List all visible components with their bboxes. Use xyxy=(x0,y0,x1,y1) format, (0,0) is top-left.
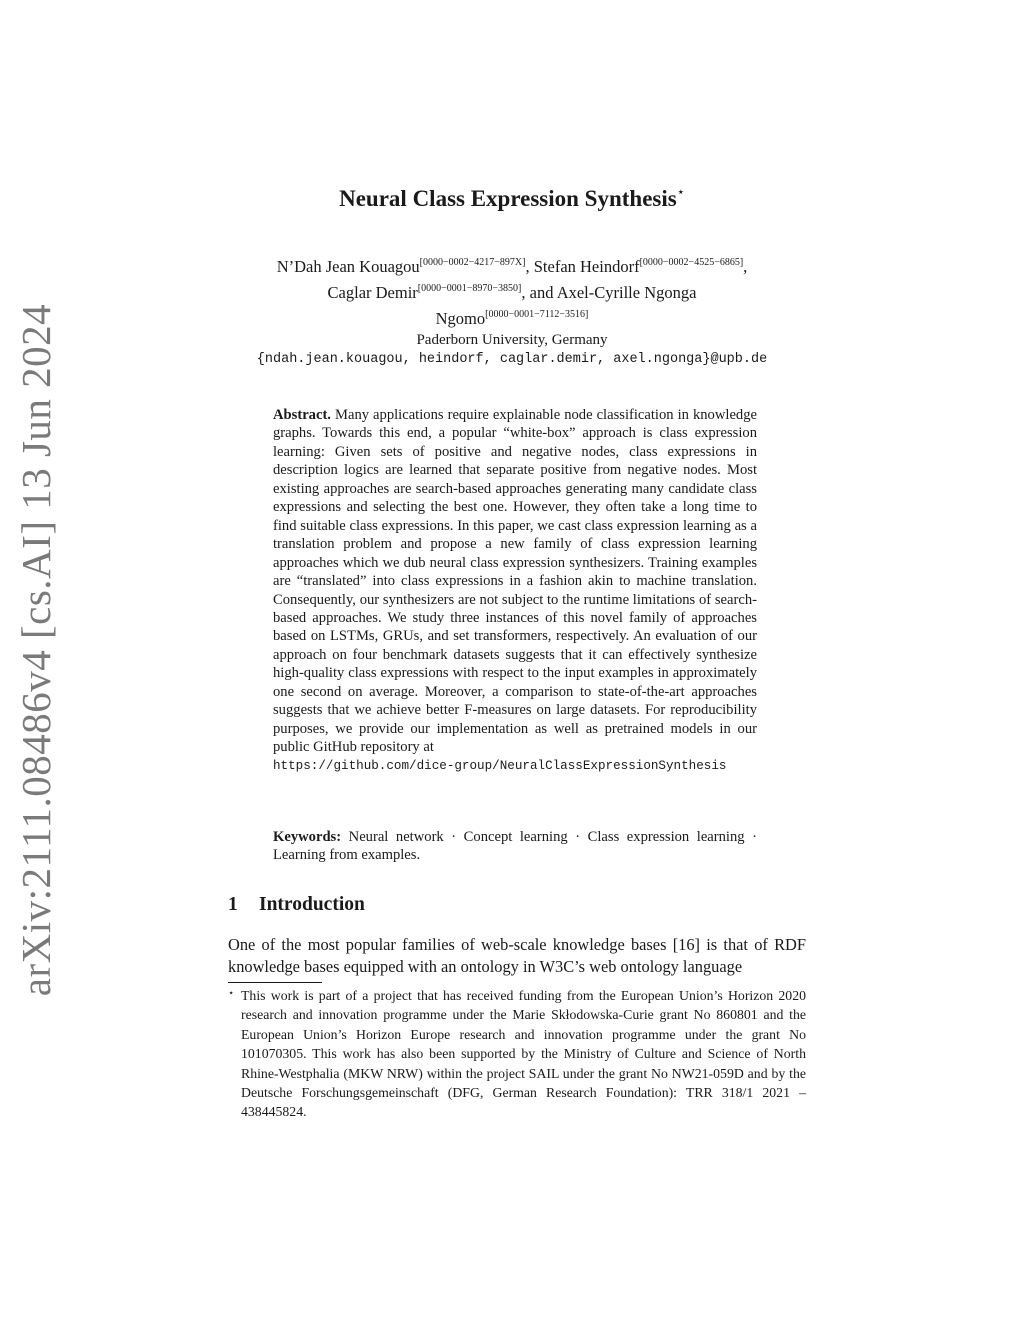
title-footnote-mark: ⋆ xyxy=(676,184,685,199)
section-number: 1 xyxy=(228,894,238,915)
footnote-divider xyxy=(228,982,322,983)
author-name: Caglar Demir xyxy=(327,283,418,302)
affiliation-block xyxy=(0,330,1024,370)
abstract xyxy=(273,406,757,775)
repository-link[interactable]: https://github.com/dice-group/NeuralClassExpressionSynthesis xyxy=(273,758,727,773)
intro-paragraph: One of the most popular families of web-scale knowledge bases [16] is that of RDF knowledge bases equipped with an ontology in W3C’s web ontology language xyxy=(228,935,806,976)
abstract-label: Abstract. xyxy=(273,407,331,423)
author-orcid: [0000−0002−4525−6865] xyxy=(639,257,744,268)
affiliation: Paderborn University, Germany xyxy=(416,332,608,348)
keywords xyxy=(273,828,757,865)
paper-title-text: Neural Class Expression Synthesis xyxy=(339,186,677,211)
paper-title xyxy=(0,184,1024,212)
author-separator: , xyxy=(525,257,534,276)
author-emails: {ndah.jean.kouagou, heindorf, caglar.demir, axel.ngonga}@upb.de xyxy=(256,352,768,367)
author-separator: , and xyxy=(521,283,557,302)
arxiv-identifier: arXiv:2111.08486v4 [cs.AI] 13 Jun 2024 xyxy=(13,303,59,997)
section-heading xyxy=(228,894,365,916)
footnote-mark: ⋆ xyxy=(228,988,235,999)
footnote xyxy=(228,986,806,1122)
author-name: Stefan Heindorf xyxy=(533,257,640,276)
author-name: N’Dah Jean Kouagou xyxy=(276,257,420,276)
keywords-text: Neural network · Concept learning · Class expression learning · Learning from examples. xyxy=(273,829,757,864)
author-orcid: [0000−0001−8970−3850] xyxy=(417,283,522,294)
abstract-text: Many applications require explainable node classification in knowledge graphs. Towards this end, a popular “white-box” approach is class expression learning: Given sets of positive and negative nodes, class expressions in description logics are learned that separate positive from negative nodes. Most existing approaches are search-based approaches generating many candidate class expressions and selecting the best one. However, they often take a long time to find suitable class expressions. In this paper, we cast class expression learning as a translation problem and propose a new family of class expression learning approaches which we dub neural class expression synthesizers. Training examples are “translated” into class expressions in a fashion akin to machine translation. Consequently, our synthesizers are not subject to the runtime limitations of search-based approaches. We study three instances of this novel family of approaches based on LSTMs, GRUs, and set transformers, respectively. An evaluation of our approach on four benchmark datasets suggests that it can effectively synthesize high-quality class expressions with respect to the input examples in approximately one second on average. Moreover, a comparison to state-of-the-art approaches suggests that we achieve better F-measures on large datasets. For reproducibility purposes, we provide our implementation as well as pretrained models in our public GitHub repository at xyxy=(273,407,757,756)
author-name: Ngomo xyxy=(435,309,486,328)
author-name: Axel-Cyrille Ngonga xyxy=(556,283,697,302)
footnote-text: This work is part of a project that has received funding from the European Union’s Horizon 2020 research and innovation programme under the Marie Skłodowska-Curie grant No 860801 and the European Union’s Horizon Europe research and innovation programme under the grant No 101070305. This work has also been supported by the Ministry of Culture and Science of North Rhine-Westphalia (MKW NRW) within the project SAIL under the grant No NW21-059D and by the Deutsche Forschungsgemeinschaft (DFG, German Research Foundation): TRR 318/1 2021 – 438445824. xyxy=(241,988,806,1120)
author-orcid: [0000−0001−7112−3516] xyxy=(485,309,589,320)
author-list: N’Dah Jean Kouagou[0000−0002−4217−897X], Stefan Heindorf[0000−0002−4525−6865], Caglar Demir[0000−0001−8970−3850], and Axel-Cyrille Ngonga Ngomo[0000−0001−7112−3516] xyxy=(276,257,748,328)
section-title: Introduction xyxy=(259,894,365,915)
author-orcid: [0000−0002−4217−897X] xyxy=(419,257,526,268)
keywords-label: Keywords: xyxy=(273,829,342,845)
